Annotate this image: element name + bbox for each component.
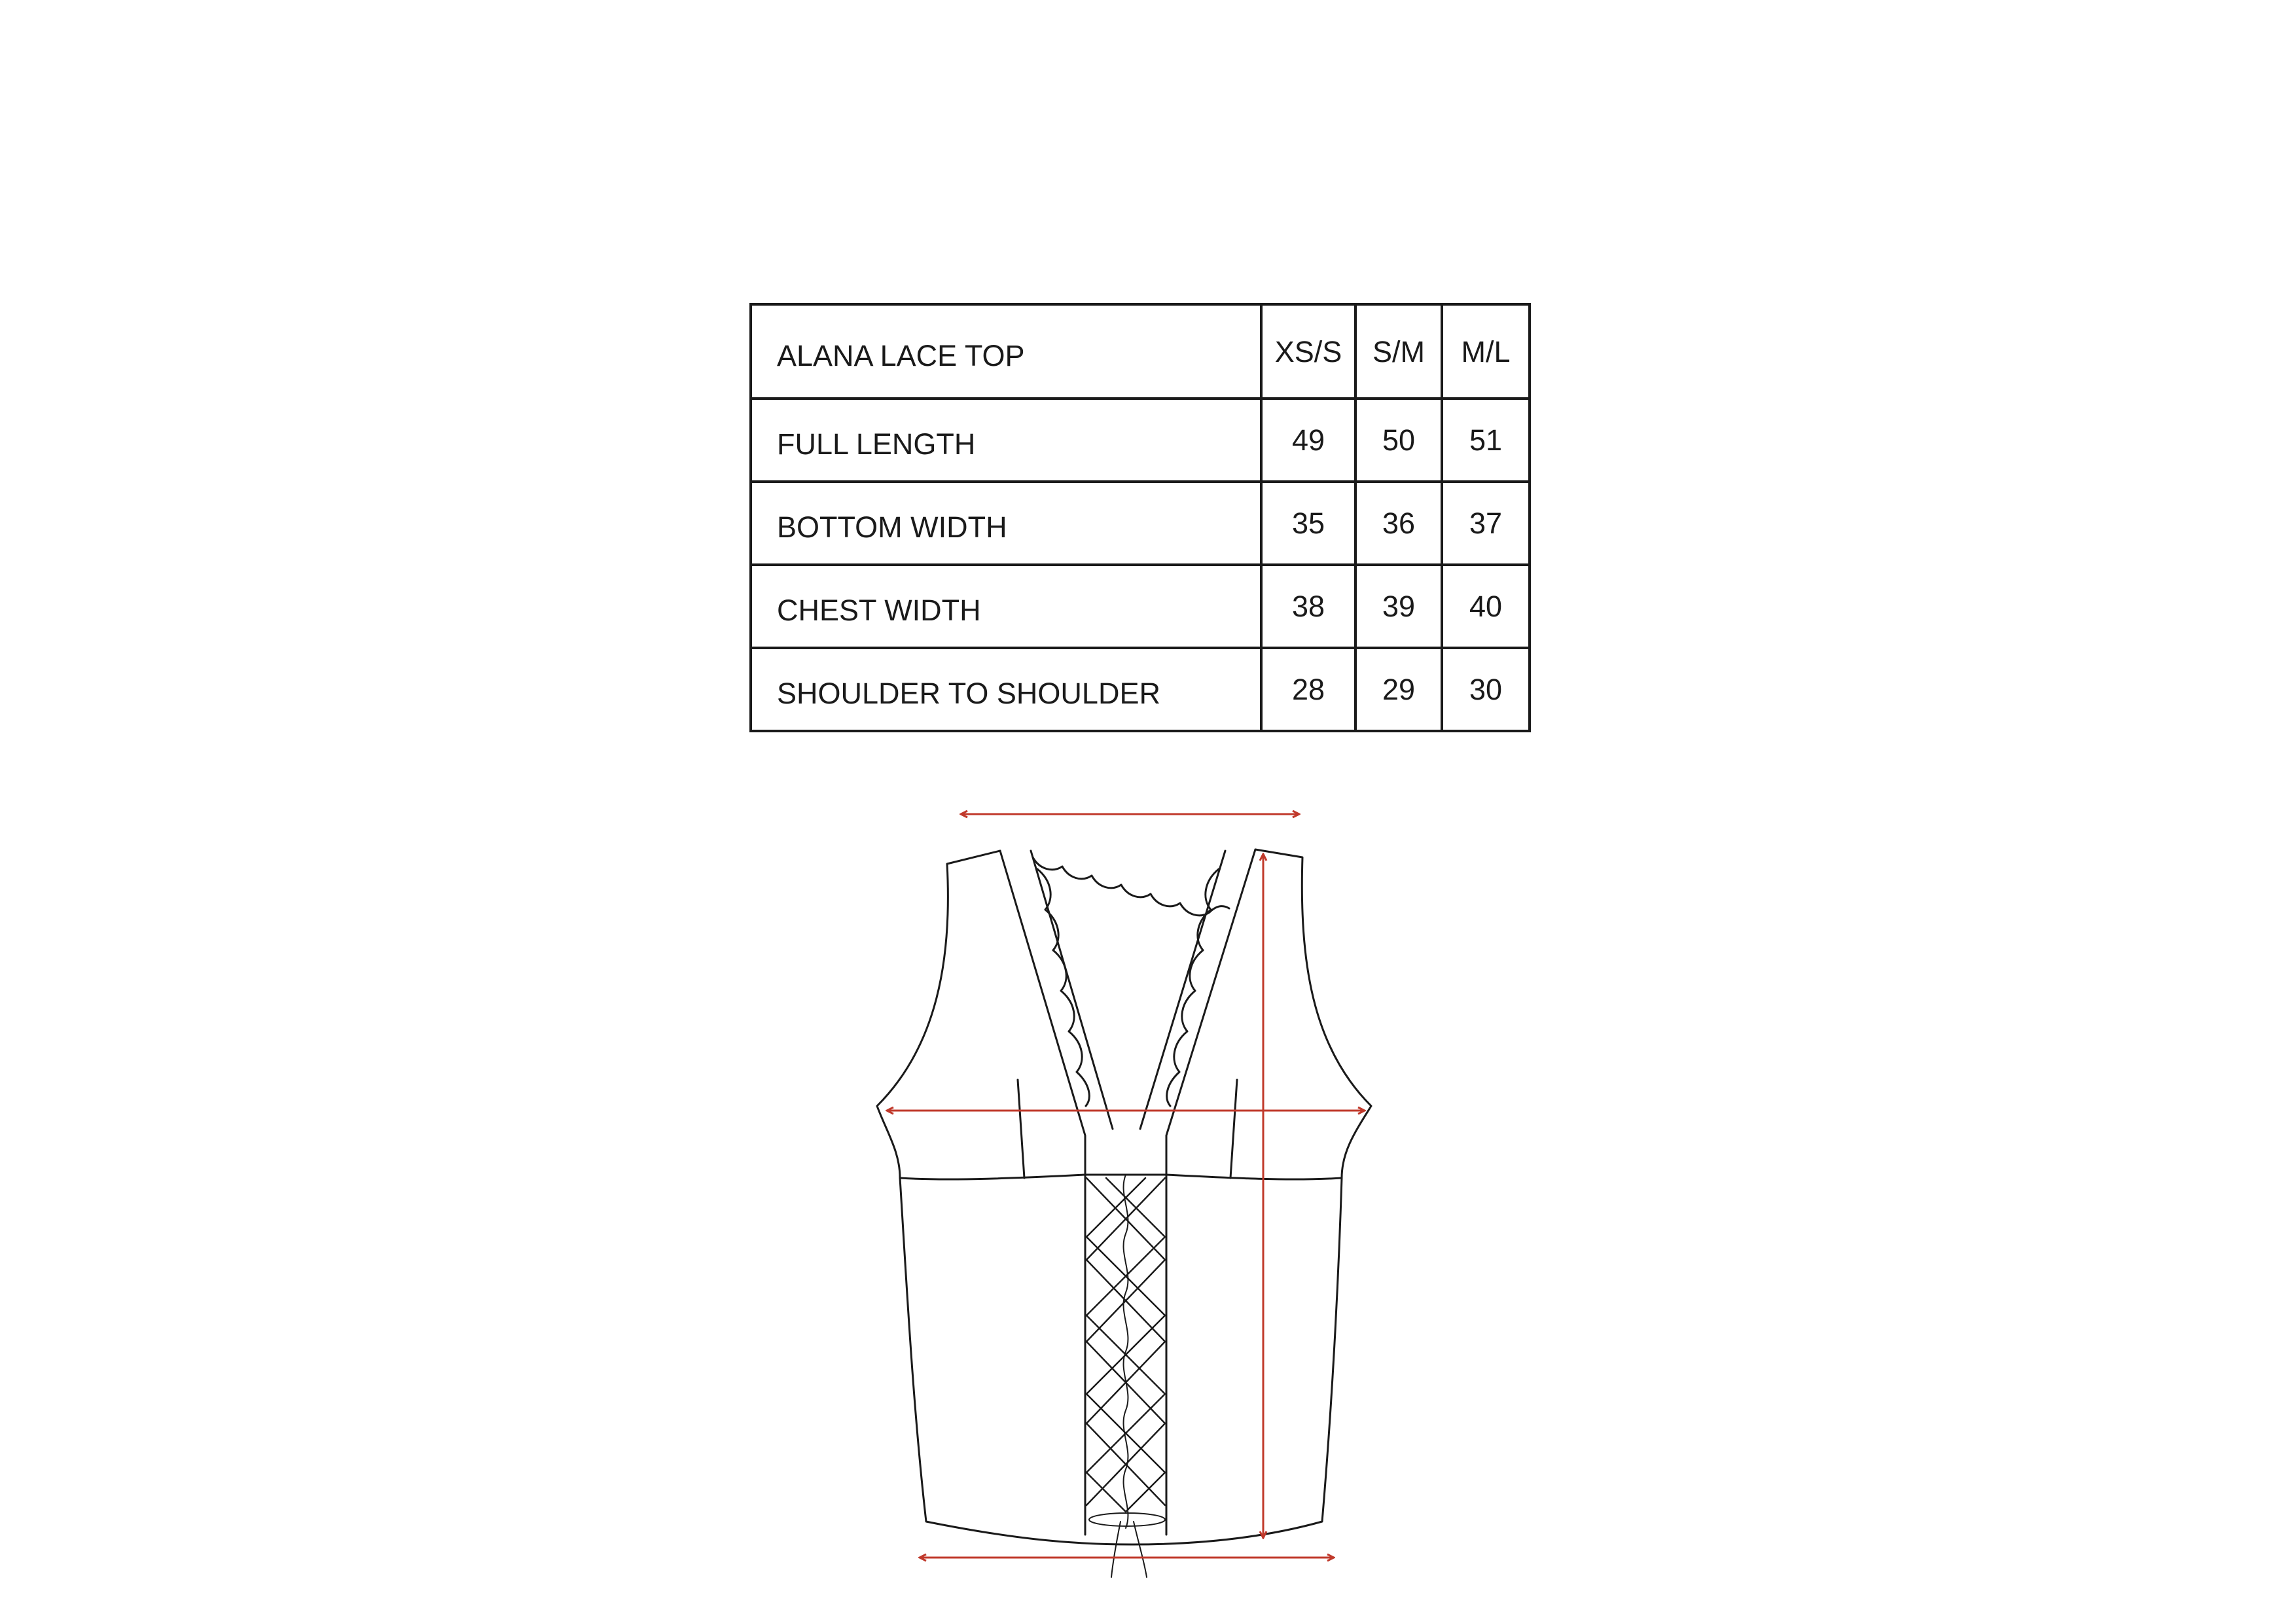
- lace-right-edge: [1167, 869, 1219, 1106]
- table-cell: 40: [1442, 565, 1530, 648]
- lace-back-neckline: [1033, 857, 1229, 916]
- table-cell: 38: [1261, 565, 1355, 648]
- table-cell: 36: [1355, 482, 1442, 565]
- left-neckline-edge: [1000, 851, 1085, 1535]
- table-row: [751, 648, 1530, 731]
- row-label-bottom-width: BOTTOM WIDTH: [751, 482, 1261, 565]
- garment-technical-drawing: [851, 785, 1440, 1590]
- row-label-chest-width: CHEST WIDTH: [751, 565, 1261, 648]
- table-cell: 29: [1355, 648, 1442, 731]
- table-cell: 28: [1261, 648, 1355, 731]
- size-header-s-m: S/M: [1355, 304, 1442, 399]
- center-lace-ribbon: [1124, 1175, 1128, 1528]
- size-header-m-l: M/L: [1442, 304, 1530, 399]
- table-row: [751, 399, 1530, 482]
- size-header-xs-s: XS/S: [1261, 304, 1355, 399]
- row-label-full-length: FULL LENGTH: [751, 399, 1261, 482]
- size-chart-title: ALANA LACE TOP: [751, 304, 1261, 399]
- table-cell: 49: [1261, 399, 1355, 482]
- table-cell: 51: [1442, 399, 1530, 482]
- left-dart: [1018, 1080, 1024, 1178]
- table-cell: 30: [1442, 648, 1530, 731]
- table-cell: 39: [1355, 565, 1442, 648]
- table-cell: 37: [1442, 482, 1530, 565]
- size-chart-table: [749, 303, 1531, 732]
- lace-left-edge: [1037, 869, 1089, 1106]
- right-neckline-edge: [1166, 849, 1255, 1535]
- lace-ties: [1111, 1522, 1147, 1577]
- table-row: [751, 565, 1530, 648]
- table-cell: 50: [1355, 399, 1442, 482]
- row-label-shoulder-to-shoulder: SHOULDER TO SHOULDER: [751, 648, 1261, 731]
- size-chart-header-row: [751, 304, 1530, 399]
- table-row: [751, 482, 1530, 565]
- table-cell: 35: [1261, 482, 1355, 565]
- right-dart: [1230, 1080, 1237, 1178]
- lacing: [1086, 1178, 1165, 1512]
